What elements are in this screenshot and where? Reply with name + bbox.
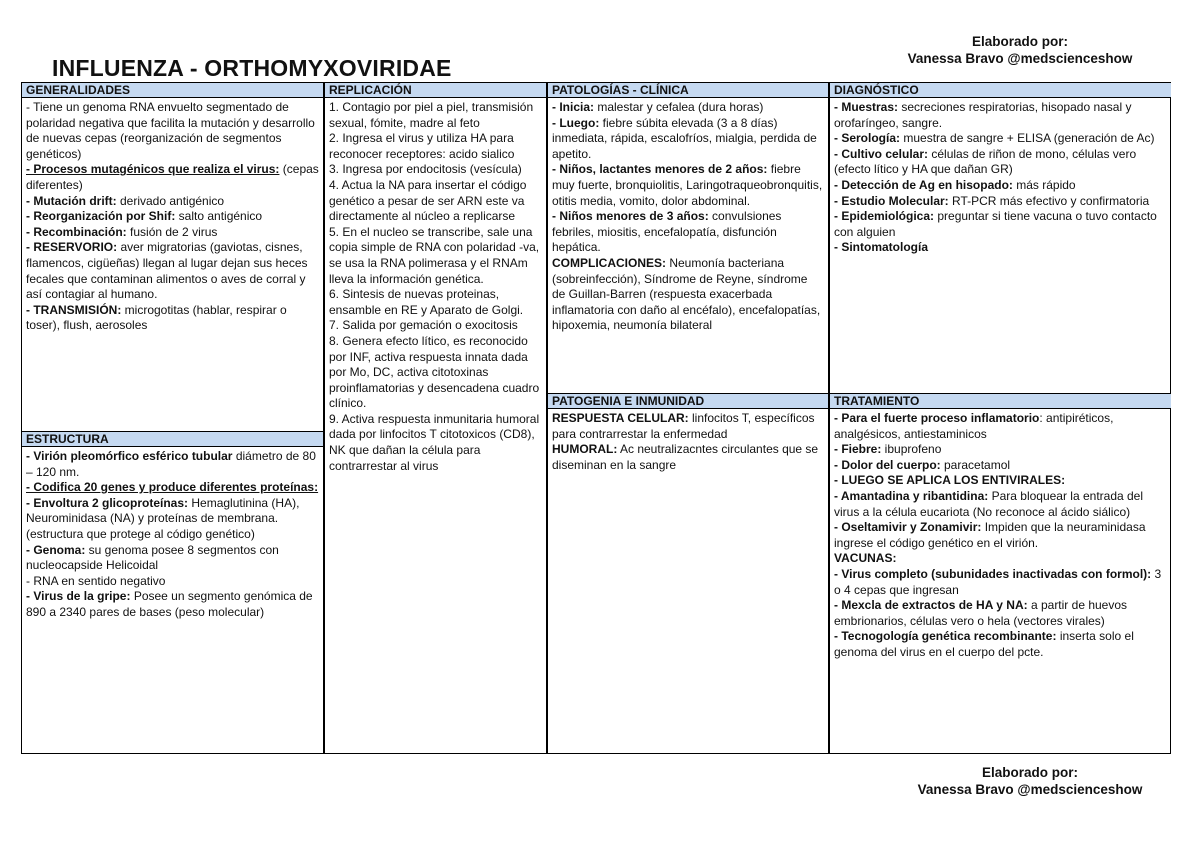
item-lead: HUMORAL:: [552, 442, 618, 457]
item-text: - RNA en sentido negativo: [26, 573, 166, 588]
list-item: [26, 240, 319, 302]
item-lead: - Recombinación:: [26, 224, 127, 239]
list-item: [834, 209, 1167, 240]
list-item: [834, 551, 1167, 567]
section-body: [548, 98, 828, 336]
item-text: 2. Ingresa el virus y utiliza HA para reconocer receptores: acido sialico: [329, 131, 515, 161]
section-header: TRATAMIENTO: [830, 393, 1171, 409]
credit-label: Elaborado por:: [981, 765, 1078, 780]
credit-label: Elaborado por:: [971, 34, 1068, 49]
list-item: [329, 318, 542, 334]
item-text: : antipiréticos, analgésicos, antiestaminicos: [834, 411, 1114, 441]
item-text: RT-PCR más efectivo y confirmatoria: [948, 193, 1150, 208]
item-lead: - Muestras:: [834, 100, 899, 114]
item-text: 3 o 4 cepas que ingresan: [834, 566, 1162, 597]
section-body: [22, 98, 323, 336]
list-item: [834, 567, 1167, 598]
list-item: [329, 178, 542, 225]
section-header: ESTRUCTURA: [22, 431, 323, 447]
item-text: 9. Activa respuesta inmunitaria humoral dada por linfocitos T citotoxicos (CD8), NK que dañan la célula para contrarrestar al virus: [329, 411, 540, 473]
item-text: más rápido: [1012, 177, 1076, 192]
item-text: 5. En el nucleo se transcribe, sale una copia simple de RNA con polaridad -va, se usa la RNA polimerasa y el RNAm lleva la información genética.: [329, 224, 540, 286]
item-lead: - Inicia:: [552, 100, 595, 114]
section-diagnostico: [830, 82, 1171, 258]
list-item: [26, 194, 319, 210]
list-item: [834, 194, 1167, 210]
section-patologias: [548, 82, 828, 336]
list-item: [834, 598, 1167, 629]
section-body: [548, 409, 828, 475]
item-lead: - Amantadina y ribantidina:: [834, 488, 989, 503]
section-body: [830, 409, 1171, 663]
list-item: [834, 458, 1167, 474]
item-lead: - Dolor del cuerpo:: [834, 457, 941, 472]
list-item: [26, 100, 319, 162]
list-item: [26, 543, 319, 574]
item-text: su genoma posee 8 segmentos con nucleocapside Helicoidal: [26, 542, 279, 573]
item-text: a partir de huevos embrionarios, células vero o hela (vectores virales): [834, 598, 1128, 628]
list-item: [329, 100, 542, 131]
item-text: derivado antigénico: [116, 193, 225, 208]
item-text: convulsiones febriles, miositis, encefalopatía, disfunción hepática.: [552, 209, 782, 255]
list-item: [834, 473, 1167, 489]
item-text: Ac neutralizacntes circulantes que se diseminan en la sangre: [552, 442, 819, 472]
list-item: [329, 225, 542, 287]
item-text: fusión de 2 virus: [126, 224, 218, 239]
item-lead: - Detección de Ag en hisopado:: [834, 177, 1013, 192]
item-text: fiebre muy fuerte, bronquiolitis, Laringotraqueobronquitis, otitis media, vomito, dolor abdominal.: [552, 162, 823, 208]
credit-author: Vanessa Bravo @medscienceshow: [917, 782, 1143, 797]
item-text: 7. Salida por gemación o exocitosis: [329, 318, 518, 333]
list-item: [26, 480, 319, 496]
item-lead: - Luego:: [552, 115, 600, 130]
item-lead: - TRANSMISIÓN:: [26, 302, 122, 317]
item-lead: RESPUESTA CELULAR:: [552, 411, 689, 425]
item-text: secreciones respiratorias, hisopado nasal y orofaríngeo, sangre.: [834, 100, 1132, 130]
item-text: 1. Contagio por piel a piel, transmisión sexual, fómite, madre al feto: [329, 100, 534, 130]
item-text: Hemaglutinina (HA), Neurominidasa (NA) y proteínas de membrana. (estructura que protege al código genético): [26, 495, 300, 541]
list-item: [834, 240, 1167, 256]
list-item: [834, 442, 1167, 458]
list-item: [26, 162, 319, 193]
section-patogenia: [548, 393, 828, 475]
section-header: PATOLOGÍAS - CLÍNICA: [548, 82, 828, 98]
list-item: [834, 100, 1167, 131]
item-text: Impiden que la neuraminidasa ingrese el código genético en el virión.: [834, 520, 1146, 550]
item-text: malestar y cefalea (dura horas): [594, 100, 764, 114]
list-item: [26, 209, 319, 225]
section-header: REPLICACIÓN: [325, 82, 546, 98]
section-header: GENERALIDADES: [22, 82, 323, 98]
item-lead: - Estudio Molecular:: [834, 193, 949, 208]
list-item: [329, 162, 542, 178]
list-item: [329, 131, 542, 162]
item-lead: - Envoltura 2 glicoproteínas:: [26, 495, 189, 510]
item-lead: - Mutación drift:: [26, 193, 117, 208]
section-tratamiento: [830, 393, 1171, 663]
item-lead: COMPLICACIONES:: [552, 255, 666, 270]
item-lead: - LUEGO SE APLICA LOS ENTIVIRALES:: [834, 473, 1066, 488]
item-lead: - Virus completo (subunidades inactivadas con formol):: [834, 566, 1152, 581]
section-body: [325, 98, 546, 476]
item-lead: - Codifica 20 genes y produce diferentes proteínas:: [26, 480, 319, 495]
list-item: [26, 303, 319, 334]
item-lead: - Niños, lactantes menores de 2 años:: [552, 162, 768, 177]
item-lead: - Niños menores de 3 años:: [552, 209, 709, 224]
section-header: PATOGENIA E INMUNIDAD: [548, 393, 828, 409]
item-text: linfocitos T, específicos para contrarrestar la enfermedad: [552, 411, 815, 441]
item-text: inserta solo el genoma del virus en el cuerpo del pcte.: [834, 629, 1134, 659]
section-header: DIAGNÓSTICO: [830, 82, 1171, 98]
list-item: [26, 574, 319, 590]
item-lead: - Virus de la gripe:: [26, 589, 131, 604]
item-text: 8. Genera efecto lítico, es reconocido por INF, activa respuesta innata dada por Mo, DC, activa citotoxinas proinflamatorias y desencadena cuadro clínico.: [329, 333, 540, 411]
item-lead: - RESERVORIO:: [26, 240, 118, 255]
item-lead: - Virión pleomórfico esférico tubular: [26, 449, 233, 463]
item-text: células de riñon de mono, células vero (efecto lítico y HA que dañan GR): [834, 146, 1137, 177]
list-item: [329, 334, 542, 412]
list-item: [834, 489, 1167, 520]
item-lead: - Procesos mutagénicos que realiza el virus:: [26, 162, 280, 177]
item-lead: VACUNAS:: [834, 551, 897, 566]
list-item: [834, 131, 1167, 147]
item-lead: - Para el fuerte proceso inflamatorio: [834, 411, 1040, 425]
author-credit-bottom: [890, 764, 1170, 798]
list-item: [329, 412, 542, 474]
item-text: (cepas diferentes): [26, 162, 319, 192]
item-text: 6. Sintesis de nuevas proteinas, ensamble en RE y Aparato de Golgi.: [329, 287, 524, 317]
section-body: [830, 98, 1171, 258]
list-item: [834, 178, 1167, 194]
list-item: [552, 442, 824, 473]
item-text: 3. Ingresa por endocitosis (vesícula): [329, 162, 522, 177]
credit-author: Vanessa Bravo @medscienceshow: [907, 51, 1133, 66]
item-text: preguntar si tiene vacuna o tuvo contacto con alguien: [834, 209, 1157, 239]
item-lead: - Serología:: [834, 131, 901, 146]
list-item: [552, 162, 824, 209]
item-lead: - Mexcla de extractos de HA y NA:: [834, 598, 1028, 613]
item-text: diámetro de 80 – 120 nm.: [26, 449, 316, 479]
list-item: [552, 256, 824, 334]
item-text: microgotitas (hablar, respirar o toser), flush, aerosoles: [26, 302, 287, 333]
item-text: paracetamol: [940, 457, 1011, 472]
section-generalidades: [22, 82, 323, 336]
item-text: Posee un segmento genómica de 890 a 2340 pares de bases (peso molecular): [26, 589, 313, 619]
list-item: [834, 629, 1167, 660]
page-title: INFLUENZA - ORTHOMYXOVIRIDAE: [52, 55, 452, 81]
list-item: [552, 209, 824, 256]
list-item: [834, 147, 1167, 178]
item-text: fiebre súbita elevada (3 a 8 días) inmediata, rápida, escalofríos, mialgia, perdida de apetito.: [552, 115, 817, 161]
item-text: muestra de sangre + ELISA (generación de Ac): [900, 131, 1155, 146]
item-lead: - Oseltamivir y Zonamivir:: [834, 520, 982, 535]
item-lead: - Tecnogología genética recombinante:: [834, 629, 1057, 644]
section-body: [22, 447, 323, 623]
item-text: aver migratorias (gaviotas, cisnes, flamencos, cigüeñas) llegan al lugar dejan sus heces fecales que contaminan alimentos o aves de corral y así contagiar al humano.: [26, 240, 308, 302]
item-text: Para bloquear la entrada del virus a la célula eucariota (No reconoce al ácido siálico): [834, 488, 1144, 519]
item-lead: - Reorganización por Shif:: [26, 209, 176, 224]
section-estructura: [22, 431, 323, 623]
item-lead: - Sintomatología: [834, 240, 928, 255]
item-lead: - Fiebre:: [834, 442, 882, 457]
list-item: [552, 116, 824, 163]
list-item: [26, 589, 319, 620]
item-text: ibuprofeno: [881, 442, 942, 457]
list-item: [26, 496, 319, 543]
item-text: - Tiene un genoma RNA envuelto segmentado de polaridad negativa que facilita la mutación y desarrollo de nuevas cepas (reorganización de segmentos genéticos): [26, 100, 315, 161]
item-text: salto antigénico: [175, 209, 263, 224]
list-item: [26, 449, 319, 480]
section-replicacion: [325, 82, 546, 476]
item-lead: - Epidemiológica:: [834, 209, 935, 224]
author-credit-top: [880, 33, 1160, 67]
list-item: [329, 287, 542, 318]
list-item: [26, 225, 319, 241]
item-text: 4. Actua la NA para insertar el código genético a pesar de ser ARN este va directamente al núcleo a replicarse: [329, 177, 527, 224]
list-item: [834, 520, 1167, 551]
item-text: Neumonía bacteriana (sobreinfección), Síndrome de Reyne, síndrome de Guillan-Barren (respuesta exacerbada inflamatoria con daño al encéfalo), encefalopatías, hipoxemia, neumonía bilateral: [552, 255, 821, 333]
item-lead: - Genoma:: [26, 542, 86, 557]
list-item: [552, 411, 824, 442]
list-item: [834, 411, 1167, 442]
list-item: [552, 100, 824, 116]
item-lead: - Cultivo celular:: [834, 146, 929, 161]
